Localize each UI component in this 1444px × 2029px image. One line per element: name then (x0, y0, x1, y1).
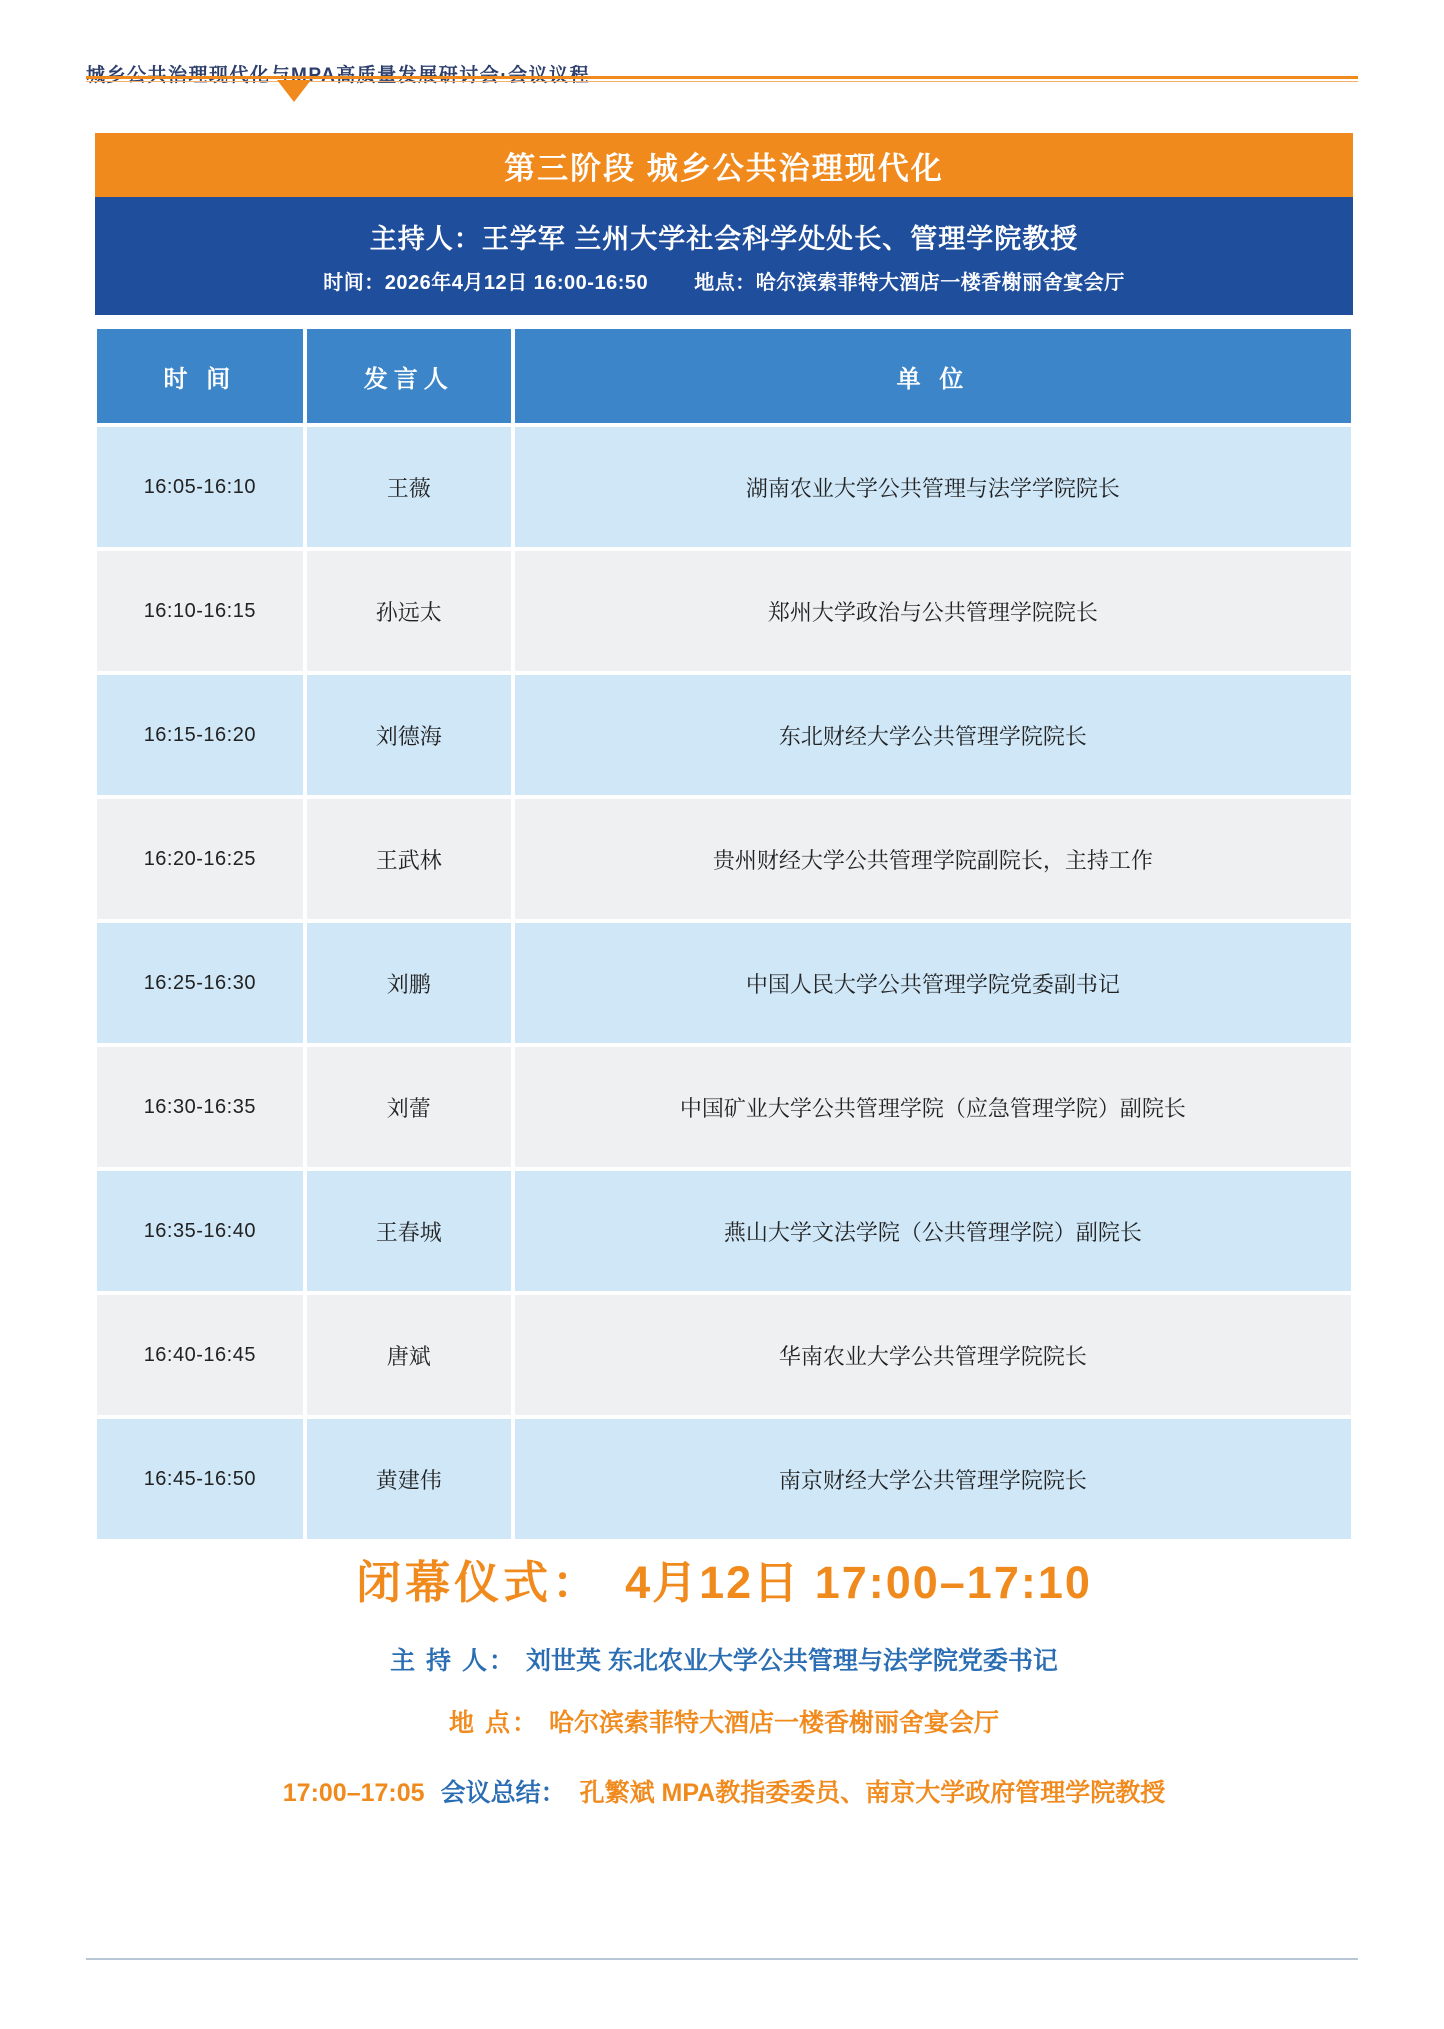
table-row (95, 1169, 1353, 1293)
cell-time: 16:25-16:30 (95, 921, 305, 1045)
table-row (95, 549, 1353, 673)
table-row (95, 425, 1353, 549)
cell-time: 16:15-16:20 (95, 673, 305, 797)
cell-time: 16:20-16:25 (95, 797, 305, 921)
table-row (95, 1045, 1353, 1169)
document-header-title (86, 60, 590, 87)
table-row (95, 673, 1353, 797)
table-row (95, 1293, 1353, 1417)
cell-unit: 贵州财经大学公共管理学院副院长，主持工作 (513, 797, 1353, 921)
table-header-row (95, 327, 1353, 425)
closing-title-label: 闭幕仪式： (356, 1557, 602, 1608)
cell-speaker: 王薇 (305, 425, 513, 549)
cell-unit: 燕山大学文法学院（公共管理学院）副院长 (513, 1169, 1353, 1293)
header-divider (86, 76, 1358, 79)
cell-unit: 华南农业大学公共管理学院院长 (513, 1293, 1353, 1417)
cell-unit: 东北财经大学公共管理学院院长 (513, 673, 1353, 797)
closing-host-row (95, 1641, 1353, 1677)
cell-time: 16:40-16:45 (95, 1293, 305, 1417)
stage-place-label: 地点：哈尔滨索菲特大酒店一楼香榭丽舍宴会厅 (694, 272, 1125, 294)
closing-summary-time: 17:00–17:05 (282, 1779, 425, 1807)
column-header-unit: 单 位 (513, 327, 1353, 425)
column-header-time: 时 间 (95, 327, 305, 425)
stage-time-place (323, 266, 1125, 295)
cell-speaker: 唐斌 (305, 1293, 513, 1417)
document-header (0, 28, 1444, 88)
schedule-table (95, 327, 1353, 1541)
cell-speaker: 王春城 (305, 1169, 513, 1293)
cell-time: 16:10-16:15 (95, 549, 305, 673)
cell-unit: 南京财经大学公共管理学院院长 (513, 1417, 1353, 1541)
closing-place-label: 地 点： (449, 1709, 539, 1737)
closing-place-row (95, 1703, 1353, 1739)
stage-host-line: 主持人：王学军 兰州大学社会科学处处长、管理学院教授 (369, 224, 1079, 254)
closing-title-time: 4月12日 17:00–17:10 (625, 1557, 1092, 1608)
cell-speaker: 刘蕾 (305, 1045, 513, 1169)
closing-summary-row (95, 1773, 1353, 1809)
cell-unit: 湖南农业大学公共管理与法学学院院长 (513, 425, 1353, 549)
cell-unit: 中国人民大学公共管理学院党委副书记 (513, 921, 1353, 1045)
cell-speaker: 黄建伟 (305, 1417, 513, 1541)
table-head (95, 327, 1353, 425)
closing-host-label: 主 持 人： (390, 1647, 516, 1675)
column-header-speaker: 发言人 (305, 327, 513, 425)
closing-title (95, 1546, 1353, 1611)
footer-divider (86, 1958, 1358, 1960)
caret-down-icon (277, 80, 311, 102)
cell-unit: 中国矿业大学公共管理学院（应急管理学院）副院长 (513, 1045, 1353, 1169)
cell-time: 16:35-16:40 (95, 1169, 305, 1293)
cell-time: 16:45-16:50 (95, 1417, 305, 1541)
closing-summary-label: 会议总结： (440, 1779, 566, 1807)
stage-host-panel (95, 197, 1353, 315)
table-row (95, 1417, 1353, 1541)
table-body (95, 425, 1353, 1541)
table-row (95, 797, 1353, 921)
stage-banner: 第三阶段 城乡公共治理现代化 (95, 133, 1353, 197)
closing-place-value: 哈尔滨索菲特大酒店一楼香榭丽舍宴会厅 (548, 1709, 999, 1737)
cell-speaker: 刘鹏 (305, 921, 513, 1045)
cell-time: 16:05-16:10 (95, 425, 305, 549)
cell-unit: 郑州大学政治与公共管理学院院长 (513, 549, 1353, 673)
closing-ceremony-section (95, 1546, 1353, 1809)
table-row (95, 921, 1353, 1045)
stage-time-label: 时间：2026年4月12日 16:00-16:50 (323, 272, 649, 294)
cell-speaker: 孙远太 (305, 549, 513, 673)
cell-time: 16:30-16:35 (95, 1045, 305, 1169)
cell-speaker: 刘德海 (305, 673, 513, 797)
cell-speaker: 王武林 (305, 797, 513, 921)
closing-summary-value: 孔繁斌 MPA教指委委员、南京大学政府管理学院教授 (579, 1779, 1166, 1807)
closing-host-value: 刘世英 东北农业大学公共管理与法学院党委书记 (525, 1647, 1058, 1675)
